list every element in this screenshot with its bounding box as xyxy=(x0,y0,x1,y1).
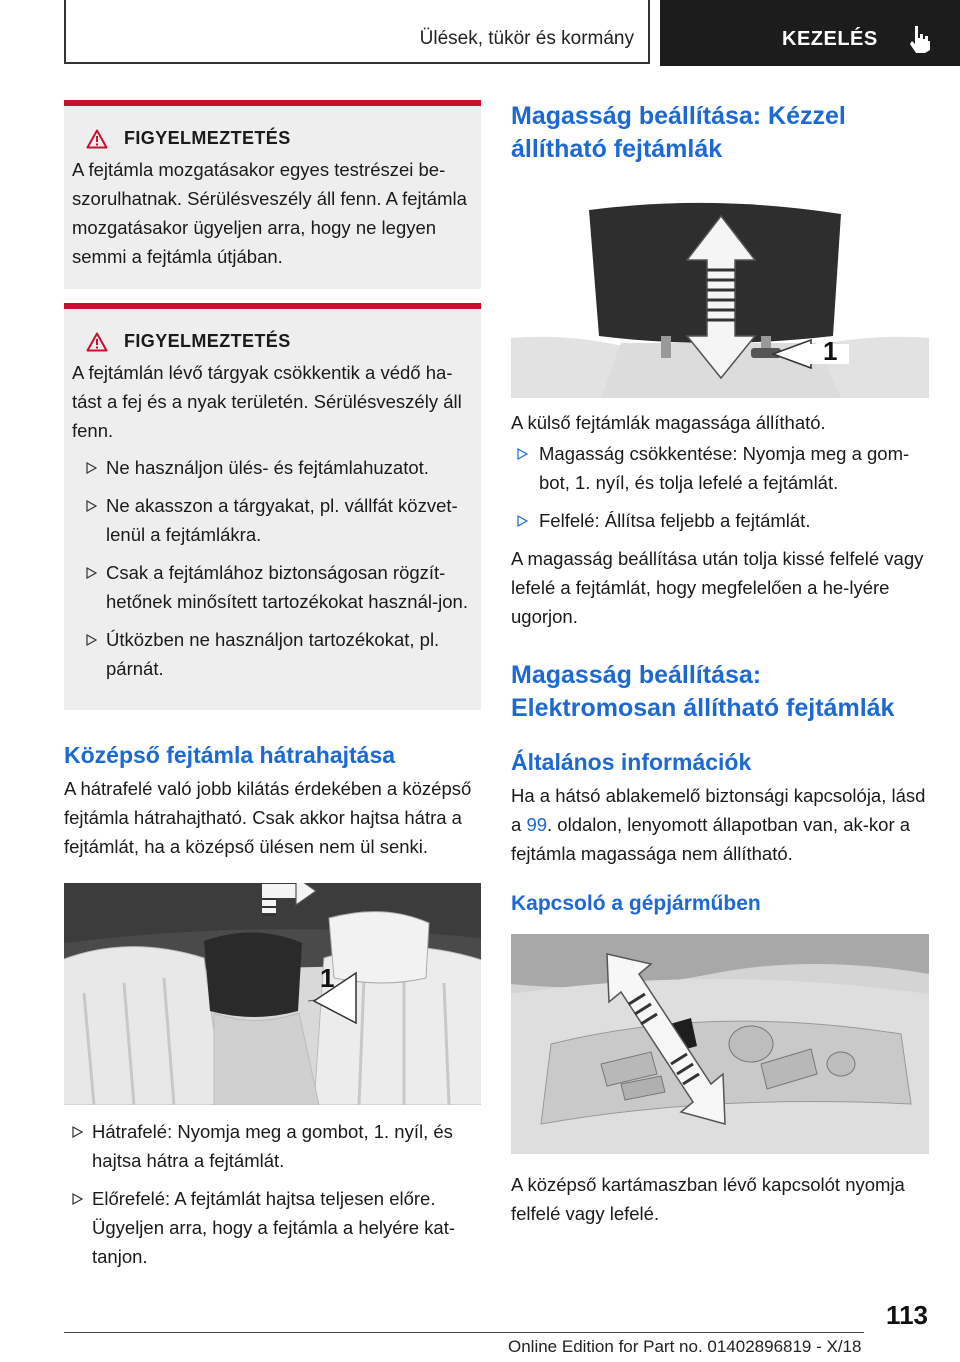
header-chapter-label: KEZELÉS xyxy=(782,28,878,50)
triangle-bullet-icon xyxy=(86,462,97,474)
warning-title-text-2: FIGYELMEZTETÉS xyxy=(124,331,291,351)
general-info-text: Ha a hátsó ablakemelő biztonsági kapcsolója, lásd a 99. oldalon, lenyomott állapotban van, ak-kor a fejtámla magassága nem állítható. xyxy=(511,785,926,864)
list-item: Csak a fejtámlához biztonságosan rögzít-hetőnek minősített tartozékokat használ-jon. xyxy=(72,558,473,616)
list-item: Útközben ne használjon tartozékokat, pl. párnát. xyxy=(72,625,473,683)
section-title-manual-height: Magasság beállítása: Kézzel állítható fejtámlák xyxy=(511,102,846,163)
warning-triangle-icon xyxy=(86,129,108,149)
manual-height-text: A magasság beállítása után tolja kissé felfelé vagy lefelé a fejtámlát, hogy megfelelően a he-lyére ugorjon. xyxy=(511,548,924,627)
manual-headrest-illustration xyxy=(511,198,929,398)
triangle-bullet-icon xyxy=(86,500,97,512)
list-item: Előrefelé: A fejtámlát hajtsa teljesen előre. Ügyeljen arra, hogy a fejtámla a helyére kat-tanjon. xyxy=(64,1184,481,1271)
switch-text: A középső kartámaszban lévő kapcsolót nyomja felfelé vagy lefelé. xyxy=(511,1174,905,1224)
list-item: Ne akasszon a tárgyakat, pl. vállfát közvet-lenül a fejtámlákra. xyxy=(72,491,473,549)
rear-seat-illustration xyxy=(64,883,481,1105)
warning-title-text-1: FIGYELMEZTETÉS xyxy=(124,128,291,148)
warning-box-1 xyxy=(64,100,481,289)
list-item: Hátrafelé: Nyomja meg a gombot, 1. nyíl, és hajtsa hátra a fejtámlát. xyxy=(64,1117,481,1175)
header-section-box xyxy=(64,0,650,64)
figure-callout-1: 1 xyxy=(823,336,838,366)
figure-rear-seat-headrest xyxy=(64,883,481,1105)
triangle-bullet-icon xyxy=(72,1126,83,1138)
section-text-center-headrest: A hátrafelé való jobb kilátás érdekében a középső fejtámla hátrahajtható. Csak akkor hajtsa hátra a fejtámlát, ha a középső ülésen nem ül senki. xyxy=(64,778,472,857)
right-column xyxy=(511,100,929,1228)
subsection-title-general-info: Általános információk xyxy=(511,749,752,775)
list-item: Felfelé: Állítsa feljebb a fejtámlát. xyxy=(511,506,929,535)
header-section-title: Ülések, tükör és kormány xyxy=(419,28,634,49)
triangle-bullet-icon xyxy=(517,448,528,460)
manual-height-bullet-list xyxy=(511,439,929,535)
header-chapter-tab xyxy=(660,0,960,66)
left-column xyxy=(64,100,481,1280)
section-title-electric-height: Magasság beállítása: Elektromosan állítható fejtámlák xyxy=(511,661,895,722)
footer-divider xyxy=(64,1332,864,1333)
warning-title-1 xyxy=(86,128,473,149)
list-item: Magasság csökkentése: Nyomja meg a gom-bot, 1. nyíl, és tolja lefelé a fejtámlát. xyxy=(511,439,929,497)
triangle-bullet-icon xyxy=(86,567,97,579)
armrest-switch-illustration xyxy=(511,934,929,1154)
subsection-title-switch: Kapcsoló a gépjárműben xyxy=(511,892,761,915)
figure-callout-1: 1 xyxy=(320,963,335,993)
page-reference-link[interactable]: 99 xyxy=(526,814,548,835)
hand-pointer-icon xyxy=(906,24,932,54)
triangle-bullet-icon xyxy=(72,1193,83,1205)
figure-armrest-switch xyxy=(511,934,929,1154)
section-title-center-headrest: Középső fejtámla hátrahajtása xyxy=(64,742,396,768)
warning-text-2: A fejtámlán lévő tárgyak csökkentik a védő ha-tást a fej és a nyak területén. Sérülésveszély áll fenn. xyxy=(72,362,462,441)
page-header xyxy=(0,0,960,68)
warning-text-1: A fejtámla mozgatásakor egyes testrészei be-szorulhatnak. Sérülésveszély áll fenn. A fejtámla mozgatásakor ügyeljen arra, hogy ne legyen semmi a fejtámla útjában. xyxy=(72,159,467,267)
footer-edition-text: Online Edition for Part no. 01402896819 - X/18 xyxy=(508,1337,862,1356)
center-headrest-bullet-list xyxy=(64,1117,481,1271)
manual-height-intro: A külső fejtámlák magassága állítható. xyxy=(511,412,826,433)
triangle-bullet-icon xyxy=(517,515,528,527)
figure-manual-headrest xyxy=(511,198,929,398)
warning-box-2 xyxy=(64,303,481,710)
list-item: Ne használjon ülés- és fejtámlahuzatot. xyxy=(72,453,473,482)
triangle-bullet-icon xyxy=(86,634,97,646)
warning-title-2 xyxy=(86,331,473,352)
page-number: 113 xyxy=(886,1300,928,1330)
warning-triangle-icon xyxy=(86,332,108,352)
warning-bullet-list xyxy=(72,453,473,683)
